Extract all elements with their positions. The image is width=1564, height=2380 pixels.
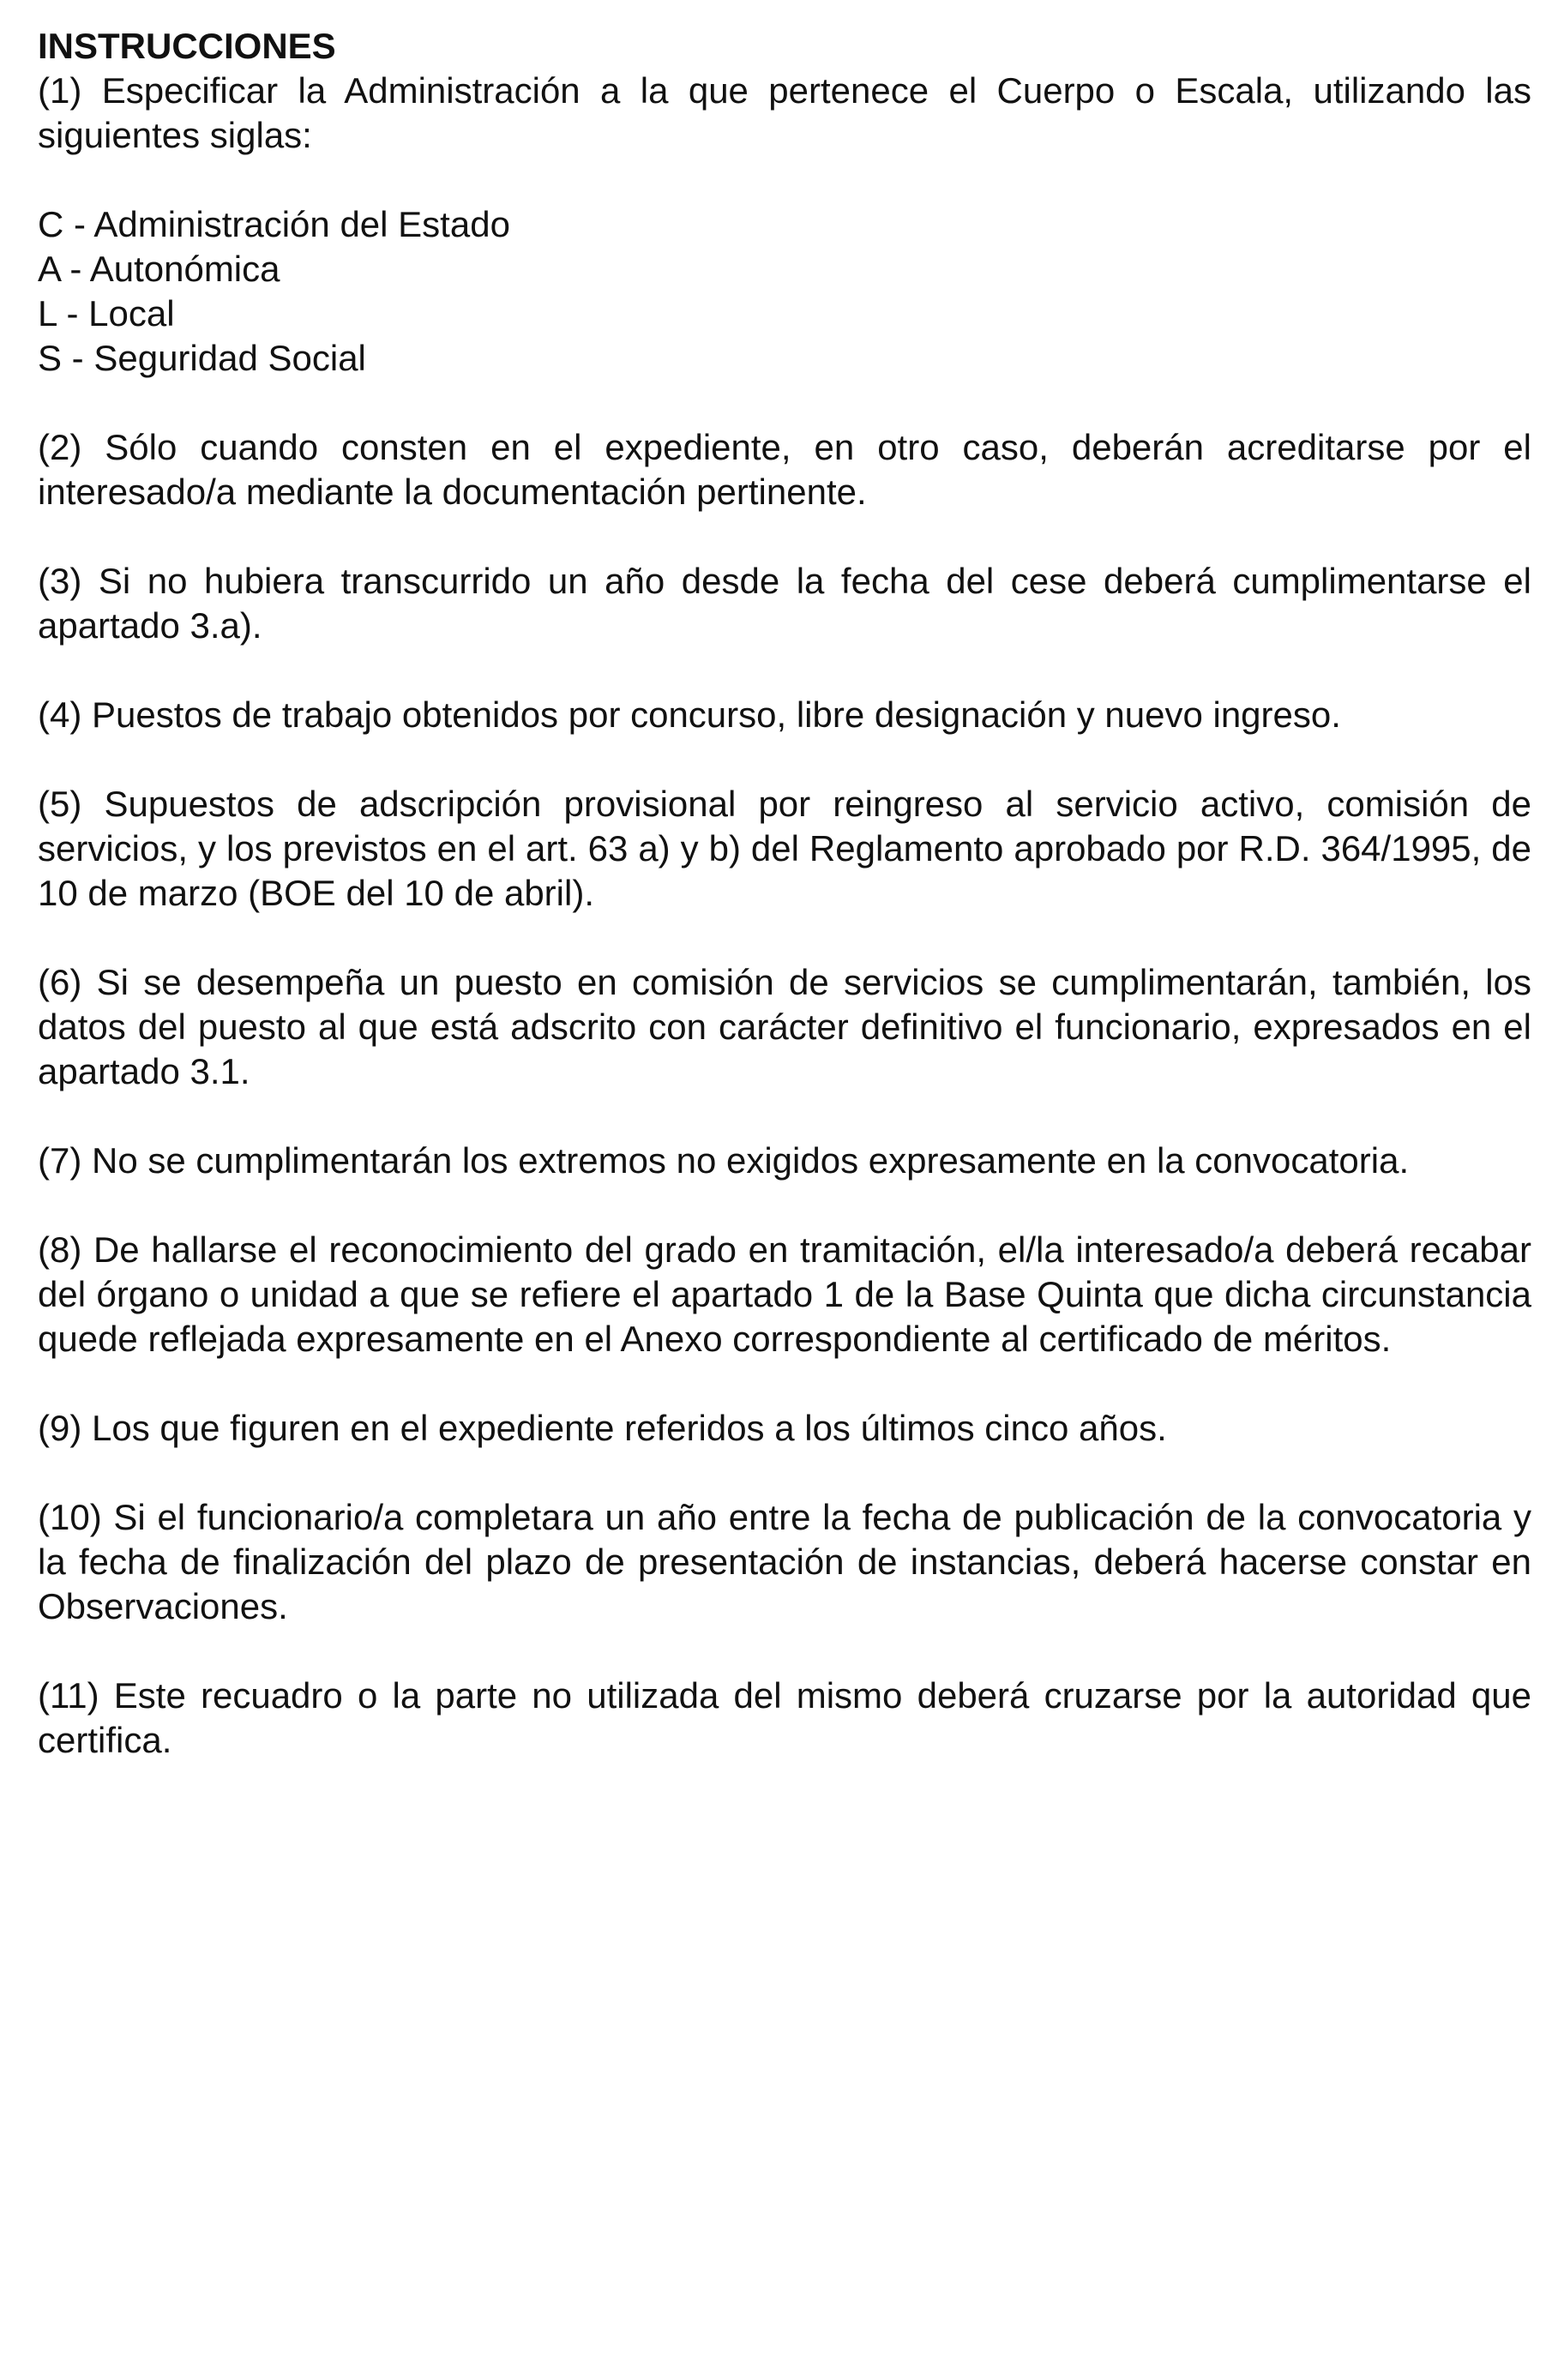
instruction-8: (8) De hallarse el reconocimiento del grado en tramitación, el/la interesado/a deberá recabar del órgano o unidad a que se refiere el apartado 1 de la Base Quinta que dicha circunstancia quede reflejada expresamente en el Anexo correspondiente al certificado de méritos.: [38, 1229, 1531, 1359]
instruction-1: (1) Especificar la Administración a la que pertenece el Cuerpo o Escala, utilizando las siguientes siglas:: [38, 70, 1531, 155]
instruction-10: (10) Si el funcionario/a completara un año entre la fecha de publicación de la convocatoria y la fecha de finalización del plazo de presentación de instancias, deberá hacerse constar en Observaciones.: [38, 1497, 1531, 1626]
instruction-4: (4) Puestos de trabajo obtenidos por concurso, libre designación y nuevo ingreso.: [38, 694, 1341, 735]
instructions-page: [38, 24, 1531, 1807]
sigla-c: C - Administración del Estado: [38, 204, 510, 244]
instruction-7: (7) No se cumplimentarán los extremos no exigidos expresamente en la convocatoria.: [38, 1140, 1410, 1181]
sigla-s: S - Seguridad Social: [38, 338, 366, 378]
instruction-11: (11) Este recuadro o la parte no utilizada del mismo deberá cruzarse por la autoridad que certifica.: [38, 1675, 1531, 1760]
instruction-5: (5) Supuestos de adscripción provisional por reingreso al servicio activo, comisión de servicios, y los previstos en el art. 63 a) y b) del Reglamento aprobado por R.D. 364/1995, de 10 de marzo (BOE del 10 de abril).: [38, 784, 1531, 913]
sigla-l: L - Local: [38, 293, 175, 334]
instruction-3: (3) Si no hubiera transcurrido un año desde la fecha del cese deberá cumplimentarse el apartado 3.a).: [38, 561, 1531, 646]
siglas-list: [38, 202, 1531, 381]
instruction-6: (6) Si se desempeña un puesto en comisión de servicios se cumplimentarán, también, los datos del puesto al que está adscrito con carácter definitivo el funcionario, expresados en el apartado 3.1.: [38, 962, 1531, 1091]
instruction-9: (9) Los que figuren en el expediente referidos a los últimos cinco años.: [38, 1408, 1167, 1448]
sigla-a: A - Autonómica: [38, 249, 280, 289]
page-title: INSTRUCCIONES: [38, 26, 336, 66]
instruction-2: (2) Sólo cuando consten en el expediente, en otro caso, deberán acreditarse por el interesado/a mediante la documentación pertinente.: [38, 427, 1531, 512]
